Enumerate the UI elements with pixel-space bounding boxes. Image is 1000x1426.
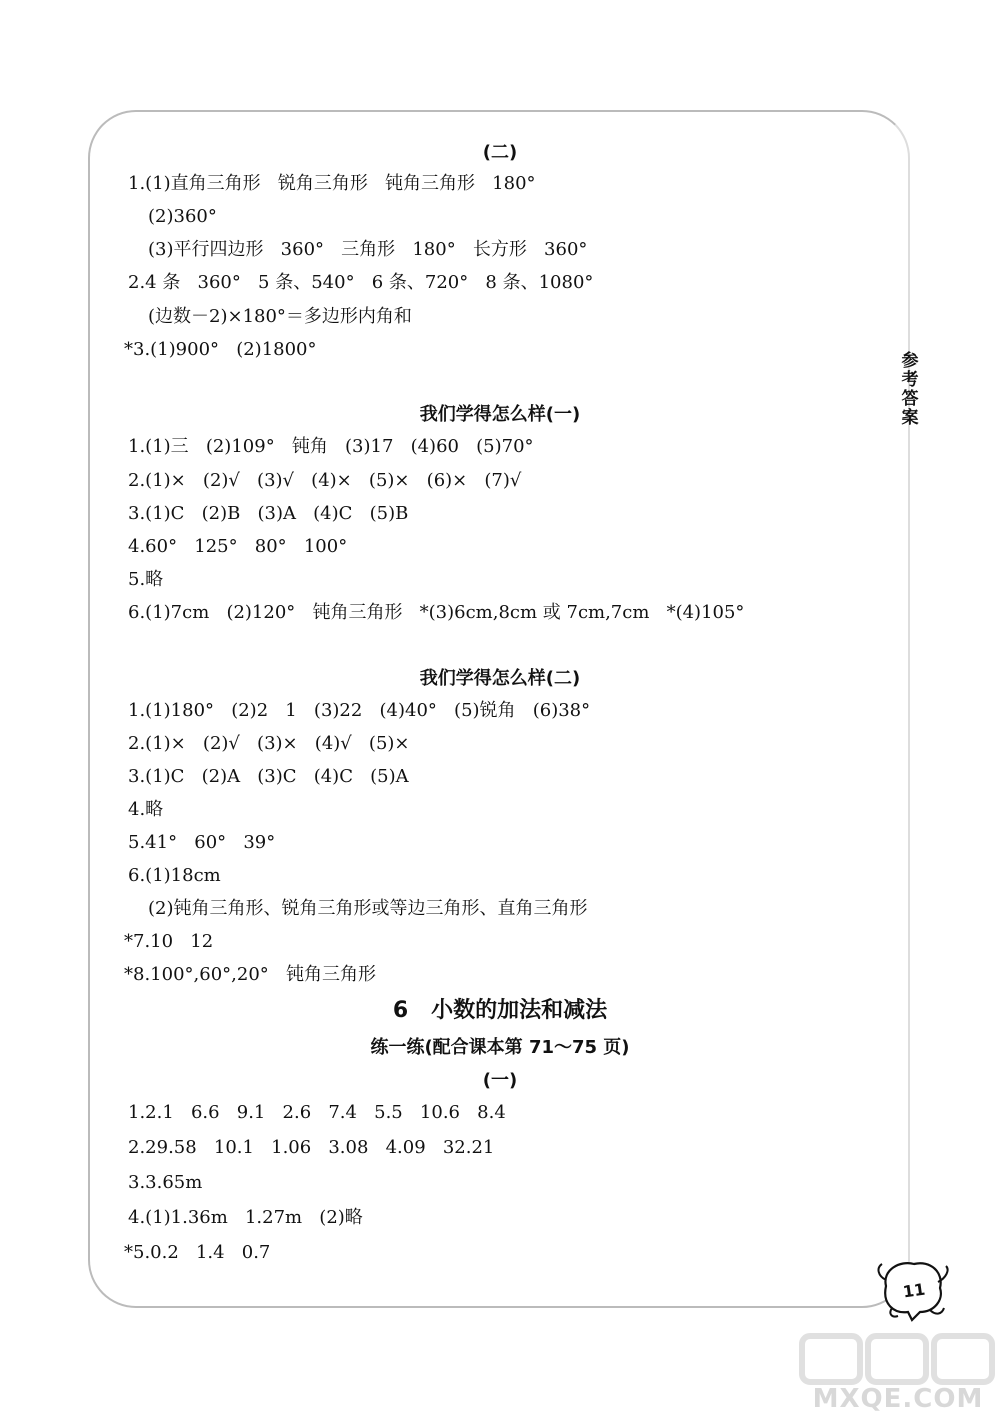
answer-line: 1.(1)直角三角形 锐角三角形 钝角三角形 180° <box>128 173 536 194</box>
answer-line: (2)钝角三角形、锐角三角形或等边三角形、直角三角形 <box>148 898 588 919</box>
side-tab-label: 参考答案 <box>901 351 919 428</box>
answer-line: 5.41° 60° 39° <box>128 832 276 853</box>
answer-line: 2.(1)× (2)√ (3)× (4)√ (5)× <box>128 733 410 754</box>
answer-line: 3.3.65m <box>128 1172 203 1193</box>
answer-line: *8.100°,60°,20° 钝角三角形 <box>124 964 376 985</box>
watermark-text: MXQE.COM <box>812 1384 984 1414</box>
answer-line: 4.略 <box>128 799 164 820</box>
answer-line: (2)360° <box>148 206 217 227</box>
answer-line: 5.略 <box>128 569 164 590</box>
answer-line: 1.(1)三 (2)109° 钝角 (3)17 (4)60 (5)70° <box>128 436 534 457</box>
section-title-2: (二) <box>482 142 518 163</box>
answer-line: 1.2.1 6.6 9.1 2.6 7.4 5.5 10.6 8.4 <box>128 1102 506 1123</box>
section-title-1: (一) <box>482 1070 518 1091</box>
answer-line: 2.4 条 360° 5 条、540° 6 条、720° 8 条、1080° <box>128 272 594 293</box>
answer-line: 4.60° 125° 80° 100° <box>128 536 348 557</box>
answer-line: 3.(1)C (2)B (3)A (4)C (5)B <box>128 503 409 524</box>
answer-line: *3.(1)900° (2)1800° <box>124 339 317 360</box>
answer-line: *5.0.2 1.4 0.7 <box>124 1242 271 1263</box>
answer-line: 4.(1)1.36m 1.27m (2)略 <box>128 1207 363 1228</box>
section-subtitle-practice: 练一练(配合课本第 71～75 页) <box>370 1037 630 1058</box>
answer-line: 2.29.58 10.1 1.06 3.08 4.09 32.21 <box>128 1137 495 1158</box>
answer-line: 6.(1)18cm <box>128 865 221 886</box>
page-number: 11 <box>901 1279 927 1302</box>
answer-line: (边数－2)×180°＝多边形内角和 <box>148 306 412 327</box>
chapter-title: 6 小数的加法和减法 <box>392 998 608 1023</box>
section-title-quiz-2: 我们学得怎么样(二) <box>419 668 581 689</box>
answer-line: 3.(1)C (2)A (3)C (4)C (5)A <box>128 766 409 787</box>
answer-line: 1.(1)180° (2)2 1 (3)22 (4)40° (5)锐角 (6)38° <box>128 700 591 721</box>
answer-line: (3)平行四边形 360° 三角形 180° 长方形 360° <box>148 239 588 260</box>
section-title-quiz-1: 我们学得怎么样(一) <box>419 404 581 425</box>
answer-line: *7.10 12 <box>124 931 214 952</box>
answer-line: 6.(1)7cm (2)120° 钝角三角形 *(3)6cm,8cm 或 7cm,7cm *(4)105° <box>128 602 745 623</box>
answer-line: 2.(1)× (2)√ (3)√ (4)× (5)× (6)× (7)√ <box>128 470 522 491</box>
